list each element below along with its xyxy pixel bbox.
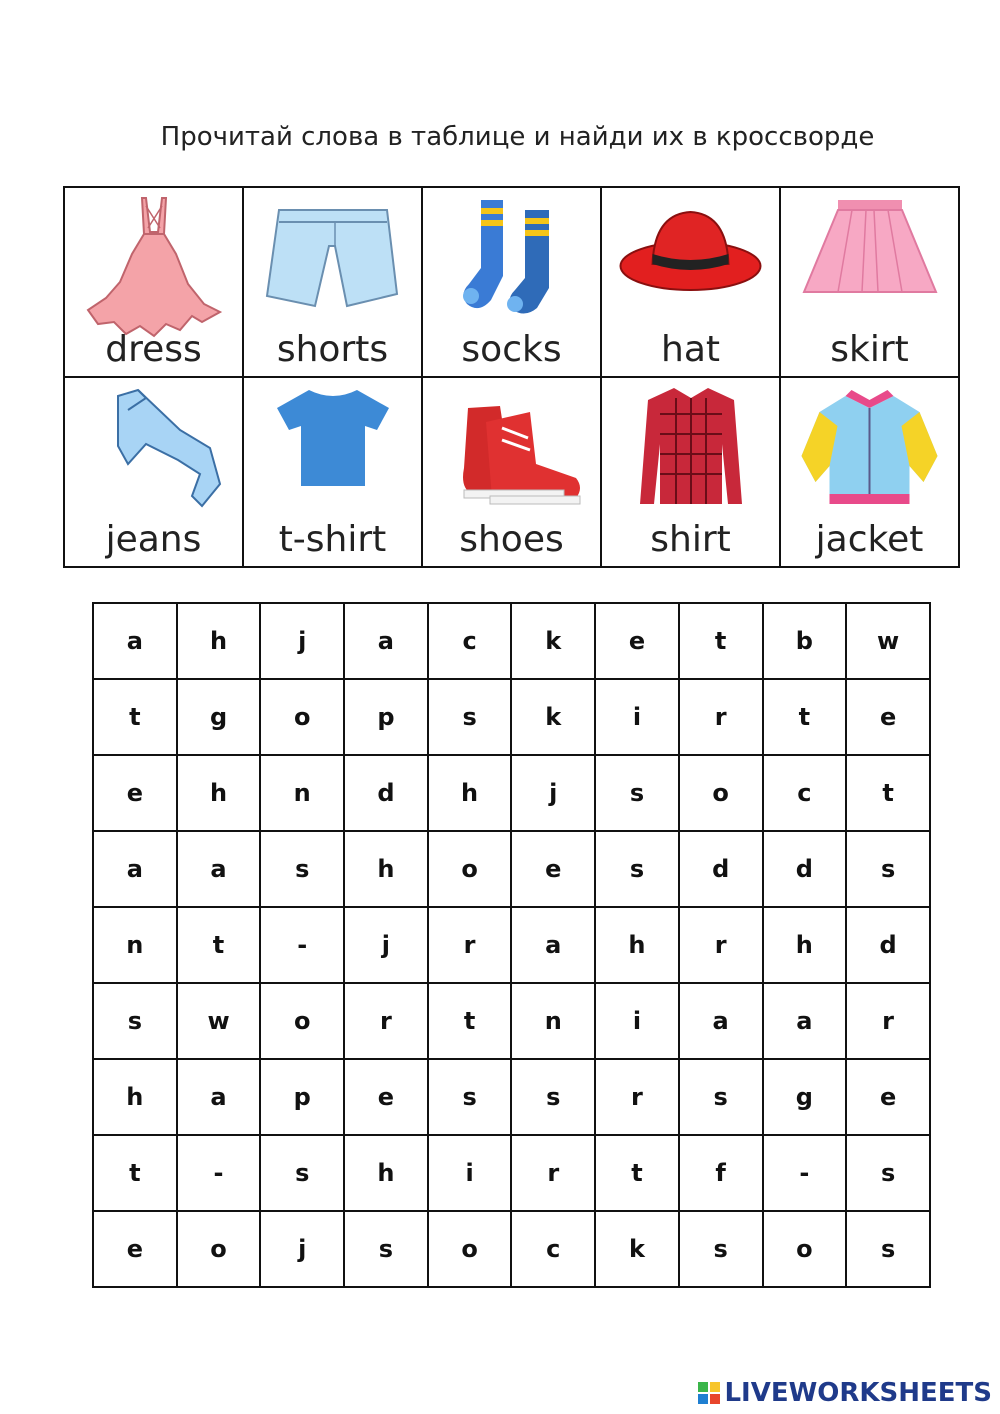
grid-cell[interactable]: h — [177, 755, 261, 831]
grid-row — [93, 755, 930, 831]
vocab-cell-skirt — [780, 187, 959, 377]
grid-cell[interactable]: e — [846, 1059, 930, 1135]
grid-cell[interactable]: e — [511, 831, 595, 907]
grid-cell[interactable]: a — [93, 831, 177, 907]
grid-cell[interactable]: a — [344, 603, 428, 679]
vocab-cell-socks — [422, 187, 601, 377]
grid-cell[interactable]: d — [846, 907, 930, 983]
grid-cell[interactable]: c — [428, 603, 512, 679]
grid-cell[interactable]: n — [511, 983, 595, 1059]
grid-row — [93, 983, 930, 1059]
vocab-word: socks — [461, 329, 562, 370]
socks-icon — [457, 196, 567, 316]
grid-cell[interactable]: o — [428, 1211, 512, 1287]
grid-cell[interactable]: t — [595, 1135, 679, 1211]
grid-cell[interactable]: w — [177, 983, 261, 1059]
vocab-cell-dress — [64, 187, 243, 377]
grid-cell[interactable]: s — [93, 983, 177, 1059]
grid-cell[interactable]: h — [428, 755, 512, 831]
grid-cell[interactable]: s — [846, 831, 930, 907]
jeans-icon — [84, 386, 224, 516]
vocab-word: jeans — [105, 519, 202, 560]
grid-row — [93, 1135, 930, 1211]
vocab-word: shoes — [459, 519, 564, 560]
grid-cell[interactable]: c — [511, 1211, 595, 1287]
grid-row — [93, 679, 930, 755]
grid-cell[interactable]: t — [93, 679, 177, 755]
grid-cell[interactable]: j — [260, 603, 344, 679]
grid-cell[interactable]: j — [344, 907, 428, 983]
grid-cell[interactable]: o — [679, 755, 763, 831]
instruction-text: Прочитай слова в таблице и найди их в кроссворде — [160, 122, 875, 152]
grid-cell[interactable]: - — [260, 907, 344, 983]
liveworksheets-logo — [698, 1378, 992, 1408]
grid-cell[interactable]: n — [93, 907, 177, 983]
grid-cell[interactable]: t — [846, 755, 930, 831]
grid-cell[interactable]: j — [511, 755, 595, 831]
grid-cell[interactable]: e — [93, 1211, 177, 1287]
grid-cell[interactable]: d — [763, 831, 847, 907]
logo-text: LIVEWORKSHEETS — [724, 1378, 992, 1408]
grid-cell[interactable]: r — [595, 1059, 679, 1135]
vocab-cell-tshirt — [243, 377, 422, 567]
skirt-icon — [800, 198, 940, 303]
grid-cell[interactable]: g — [763, 1059, 847, 1135]
vocab-word: shirt — [650, 519, 731, 560]
grid-row — [93, 1059, 930, 1135]
jacket-icon — [797, 386, 942, 511]
grid-cell[interactable]: t — [679, 603, 763, 679]
vocab-cell-shirt — [601, 377, 780, 567]
vocab-word: dress — [105, 329, 202, 370]
vocab-word: hat — [661, 329, 720, 370]
grid-cell[interactable]: h — [344, 1135, 428, 1211]
grid-cell[interactable]: s — [679, 1211, 763, 1287]
grid-row — [93, 1211, 930, 1287]
grid-cell[interactable]: r — [846, 983, 930, 1059]
shoes-icon — [442, 398, 582, 508]
grid-cell[interactable]: s — [679, 1059, 763, 1135]
grid-cell[interactable]: - — [177, 1135, 261, 1211]
word-search-grid — [92, 602, 931, 1288]
vocab-cell-jeans — [64, 377, 243, 567]
vocab-word: skirt — [830, 329, 909, 370]
grid-cell[interactable]: s — [260, 1135, 344, 1211]
vocab-word: jacket — [815, 519, 924, 560]
grid-cell[interactable]: t — [763, 679, 847, 755]
grid-cell[interactable]: i — [595, 679, 679, 755]
grid-cell[interactable]: k — [511, 603, 595, 679]
grid-cell[interactable]: t — [93, 1135, 177, 1211]
tshirt-icon — [273, 386, 393, 491]
vocab-cell-jacket — [780, 377, 959, 567]
dress-icon — [84, 194, 224, 339]
grid-cell[interactable]: s — [846, 1211, 930, 1287]
shorts-icon — [263, 202, 403, 312]
grid-cell[interactable]: s — [428, 1059, 512, 1135]
vocab-word: shorts — [276, 329, 389, 370]
grid-cell[interactable]: a — [93, 603, 177, 679]
grid-cell[interactable]: d — [679, 831, 763, 907]
grid-cell[interactable]: s — [846, 1135, 930, 1211]
grid-cell[interactable]: h — [763, 907, 847, 983]
shirt-icon — [636, 384, 746, 509]
grid-cell[interactable]: p — [260, 1059, 344, 1135]
grid-cell[interactable]: a — [177, 1059, 261, 1135]
grid-cell[interactable]: - — [763, 1135, 847, 1211]
grid-cell[interactable]: e — [595, 603, 679, 679]
grid-cell[interactable]: t — [428, 983, 512, 1059]
grid-cell[interactable]: h — [344, 831, 428, 907]
grid-cell[interactable]: r — [679, 907, 763, 983]
grid-cell[interactable]: k — [595, 1211, 679, 1287]
grid-row — [93, 831, 930, 907]
grid-cell[interactable]: a — [763, 983, 847, 1059]
grid-cell[interactable]: s — [595, 755, 679, 831]
grid-cell[interactable]: p — [344, 679, 428, 755]
grid-cell[interactable]: a — [679, 983, 763, 1059]
grid-cell[interactable]: o — [260, 679, 344, 755]
grid-cell[interactable]: e — [846, 679, 930, 755]
grid-cell[interactable]: o — [428, 831, 512, 907]
grid-cell[interactable]: d — [344, 755, 428, 831]
logo-mark-icon — [698, 1382, 720, 1404]
grid-cell[interactable]: n — [260, 755, 344, 831]
grid-cell[interactable]: s — [428, 679, 512, 755]
grid-cell[interactable]: s — [260, 831, 344, 907]
grid-cell[interactable]: s — [595, 831, 679, 907]
grid-cell[interactable]: f — [679, 1135, 763, 1211]
grid-cell[interactable]: j — [260, 1211, 344, 1287]
grid-cell[interactable]: h — [595, 907, 679, 983]
grid-row — [93, 907, 930, 983]
vocab-word: t-shirt — [278, 519, 387, 560]
grid-cell[interactable]: r — [344, 983, 428, 1059]
vocabulary-table — [63, 186, 960, 568]
grid-cell[interactable]: a — [511, 907, 595, 983]
grid-cell[interactable]: s — [511, 1059, 595, 1135]
grid-cell[interactable]: r — [511, 1135, 595, 1211]
vocab-cell-shoes — [422, 377, 601, 567]
grid-cell[interactable]: i — [428, 1135, 512, 1211]
grid-cell[interactable]: h — [177, 603, 261, 679]
grid-cell[interactable]: o — [763, 1211, 847, 1287]
grid-cell[interactable]: b — [763, 603, 847, 679]
grid-cell[interactable]: r — [679, 679, 763, 755]
grid-cell[interactable]: o — [260, 983, 344, 1059]
grid-cell[interactable]: e — [344, 1059, 428, 1135]
grid-cell[interactable]: k — [511, 679, 595, 755]
grid-cell[interactable]: a — [177, 831, 261, 907]
hat-icon — [618, 204, 763, 304]
vocab-cell-hat — [601, 187, 780, 377]
grid-cell[interactable]: i — [595, 983, 679, 1059]
vocab-cell-shorts — [243, 187, 422, 377]
grid-cell[interactable]: c — [763, 755, 847, 831]
grid-cell[interactable]: e — [93, 755, 177, 831]
grid-cell[interactable]: o — [177, 1211, 261, 1287]
grid-cell[interactable]: w — [846, 603, 930, 679]
grid-cell[interactable]: s — [344, 1211, 428, 1287]
grid-cell[interactable]: r — [428, 907, 512, 983]
grid-cell[interactable]: h — [93, 1059, 177, 1135]
grid-row — [93, 603, 930, 679]
grid-cell[interactable]: g — [177, 679, 261, 755]
grid-cell[interactable]: t — [177, 907, 261, 983]
